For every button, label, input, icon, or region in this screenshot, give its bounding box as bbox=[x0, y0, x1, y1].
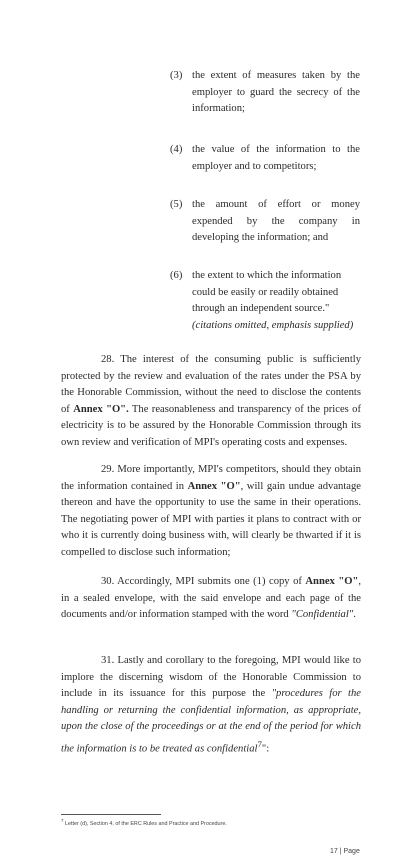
para-text: ": bbox=[261, 743, 270, 755]
list-text-body: the extent to which the information could be easily or readily obtained through an independent source." bbox=[192, 270, 342, 315]
footnote-text: Letter (d), Section 4, of the ERC Rules and Practice and Procedure. bbox=[65, 820, 227, 827]
list-number: (4) bbox=[170, 144, 183, 155]
list-text: the amount of effort or money expended by the company in developing the information; and bbox=[192, 199, 360, 244]
paragraph-31 bbox=[61, 653, 361, 758]
page-number: 17 | Page bbox=[330, 848, 360, 855]
list-text: the extent of measures taken by the employer to guard the secrecy of the information; bbox=[192, 70, 360, 115]
para-text: 28. The interest of the consuming public is sufficiently protected by the review and evaluation of the rates under the PSA by the Honorable Commission, without the need to disclose the contents of bbox=[61, 354, 361, 415]
para-text: The reasonableness and transparency of the prices of electricity is to be assured by the Honorable Commission through its own review and verification of MPI's operating costs and expenses. bbox=[61, 403, 361, 448]
para-text: . bbox=[353, 609, 356, 621]
annex-reference: Annex "O" bbox=[305, 576, 359, 587]
annex-reference: Annex "O" bbox=[187, 480, 241, 492]
citation-note: (citations omitted, emphasis supplied) bbox=[192, 319, 354, 331]
list-number: (3) bbox=[170, 70, 183, 81]
list-number: (5) bbox=[170, 199, 183, 210]
para-text: , in a sealed envelope, with the said envelope and each page of the documents and/or information stamped with the word bbox=[61, 576, 361, 621]
list-number: (6) bbox=[170, 270, 183, 281]
paragraph-28 bbox=[61, 352, 361, 452]
para-text: 29. More importantly, MPI's competitors, should they obtain the information contained in bbox=[61, 464, 361, 492]
paragraph-30 bbox=[61, 574, 361, 624]
list-item-5 bbox=[170, 197, 360, 247]
para-text: 31. Lastly and corollary to the foregoing, MPI would like to implore the discerning wisdom of the Honorable Commission to include in its issuance for this purpose the bbox=[61, 655, 361, 700]
list-item-4 bbox=[170, 142, 360, 175]
paragraph-29 bbox=[61, 462, 361, 562]
footnote-mark: 7 bbox=[61, 818, 64, 823]
footnote bbox=[61, 818, 227, 827]
list-text bbox=[192, 268, 360, 334]
footnote-marker: 7 bbox=[257, 738, 262, 749]
para-text: , will gain undue advantage thereon and have the opportunity to use the same in their operations. The negotiating power of MPI with parties it plans to contract with or who it is currently doing business with, will clearly be thwarted if it is compelled to disclose such information; bbox=[61, 480, 361, 558]
annex-reference: Annex "O". bbox=[73, 403, 129, 415]
list-item-3 bbox=[170, 68, 360, 118]
quoted-procedure: "procedures for the handling or returning the confidential information, as appropriate, upon the close of the proceedings or at the end of the period for which the information is to be treated as confidential bbox=[61, 688, 361, 755]
list-text: the value of the information to the employer and to competitors; bbox=[192, 144, 360, 172]
footnote-rule bbox=[61, 814, 161, 815]
list-item-6 bbox=[170, 268, 360, 334]
para-text: 30. Accordingly, MPI submits one (1) copy of bbox=[101, 576, 306, 587]
confidential-word: "Confidential" bbox=[291, 609, 354, 621]
